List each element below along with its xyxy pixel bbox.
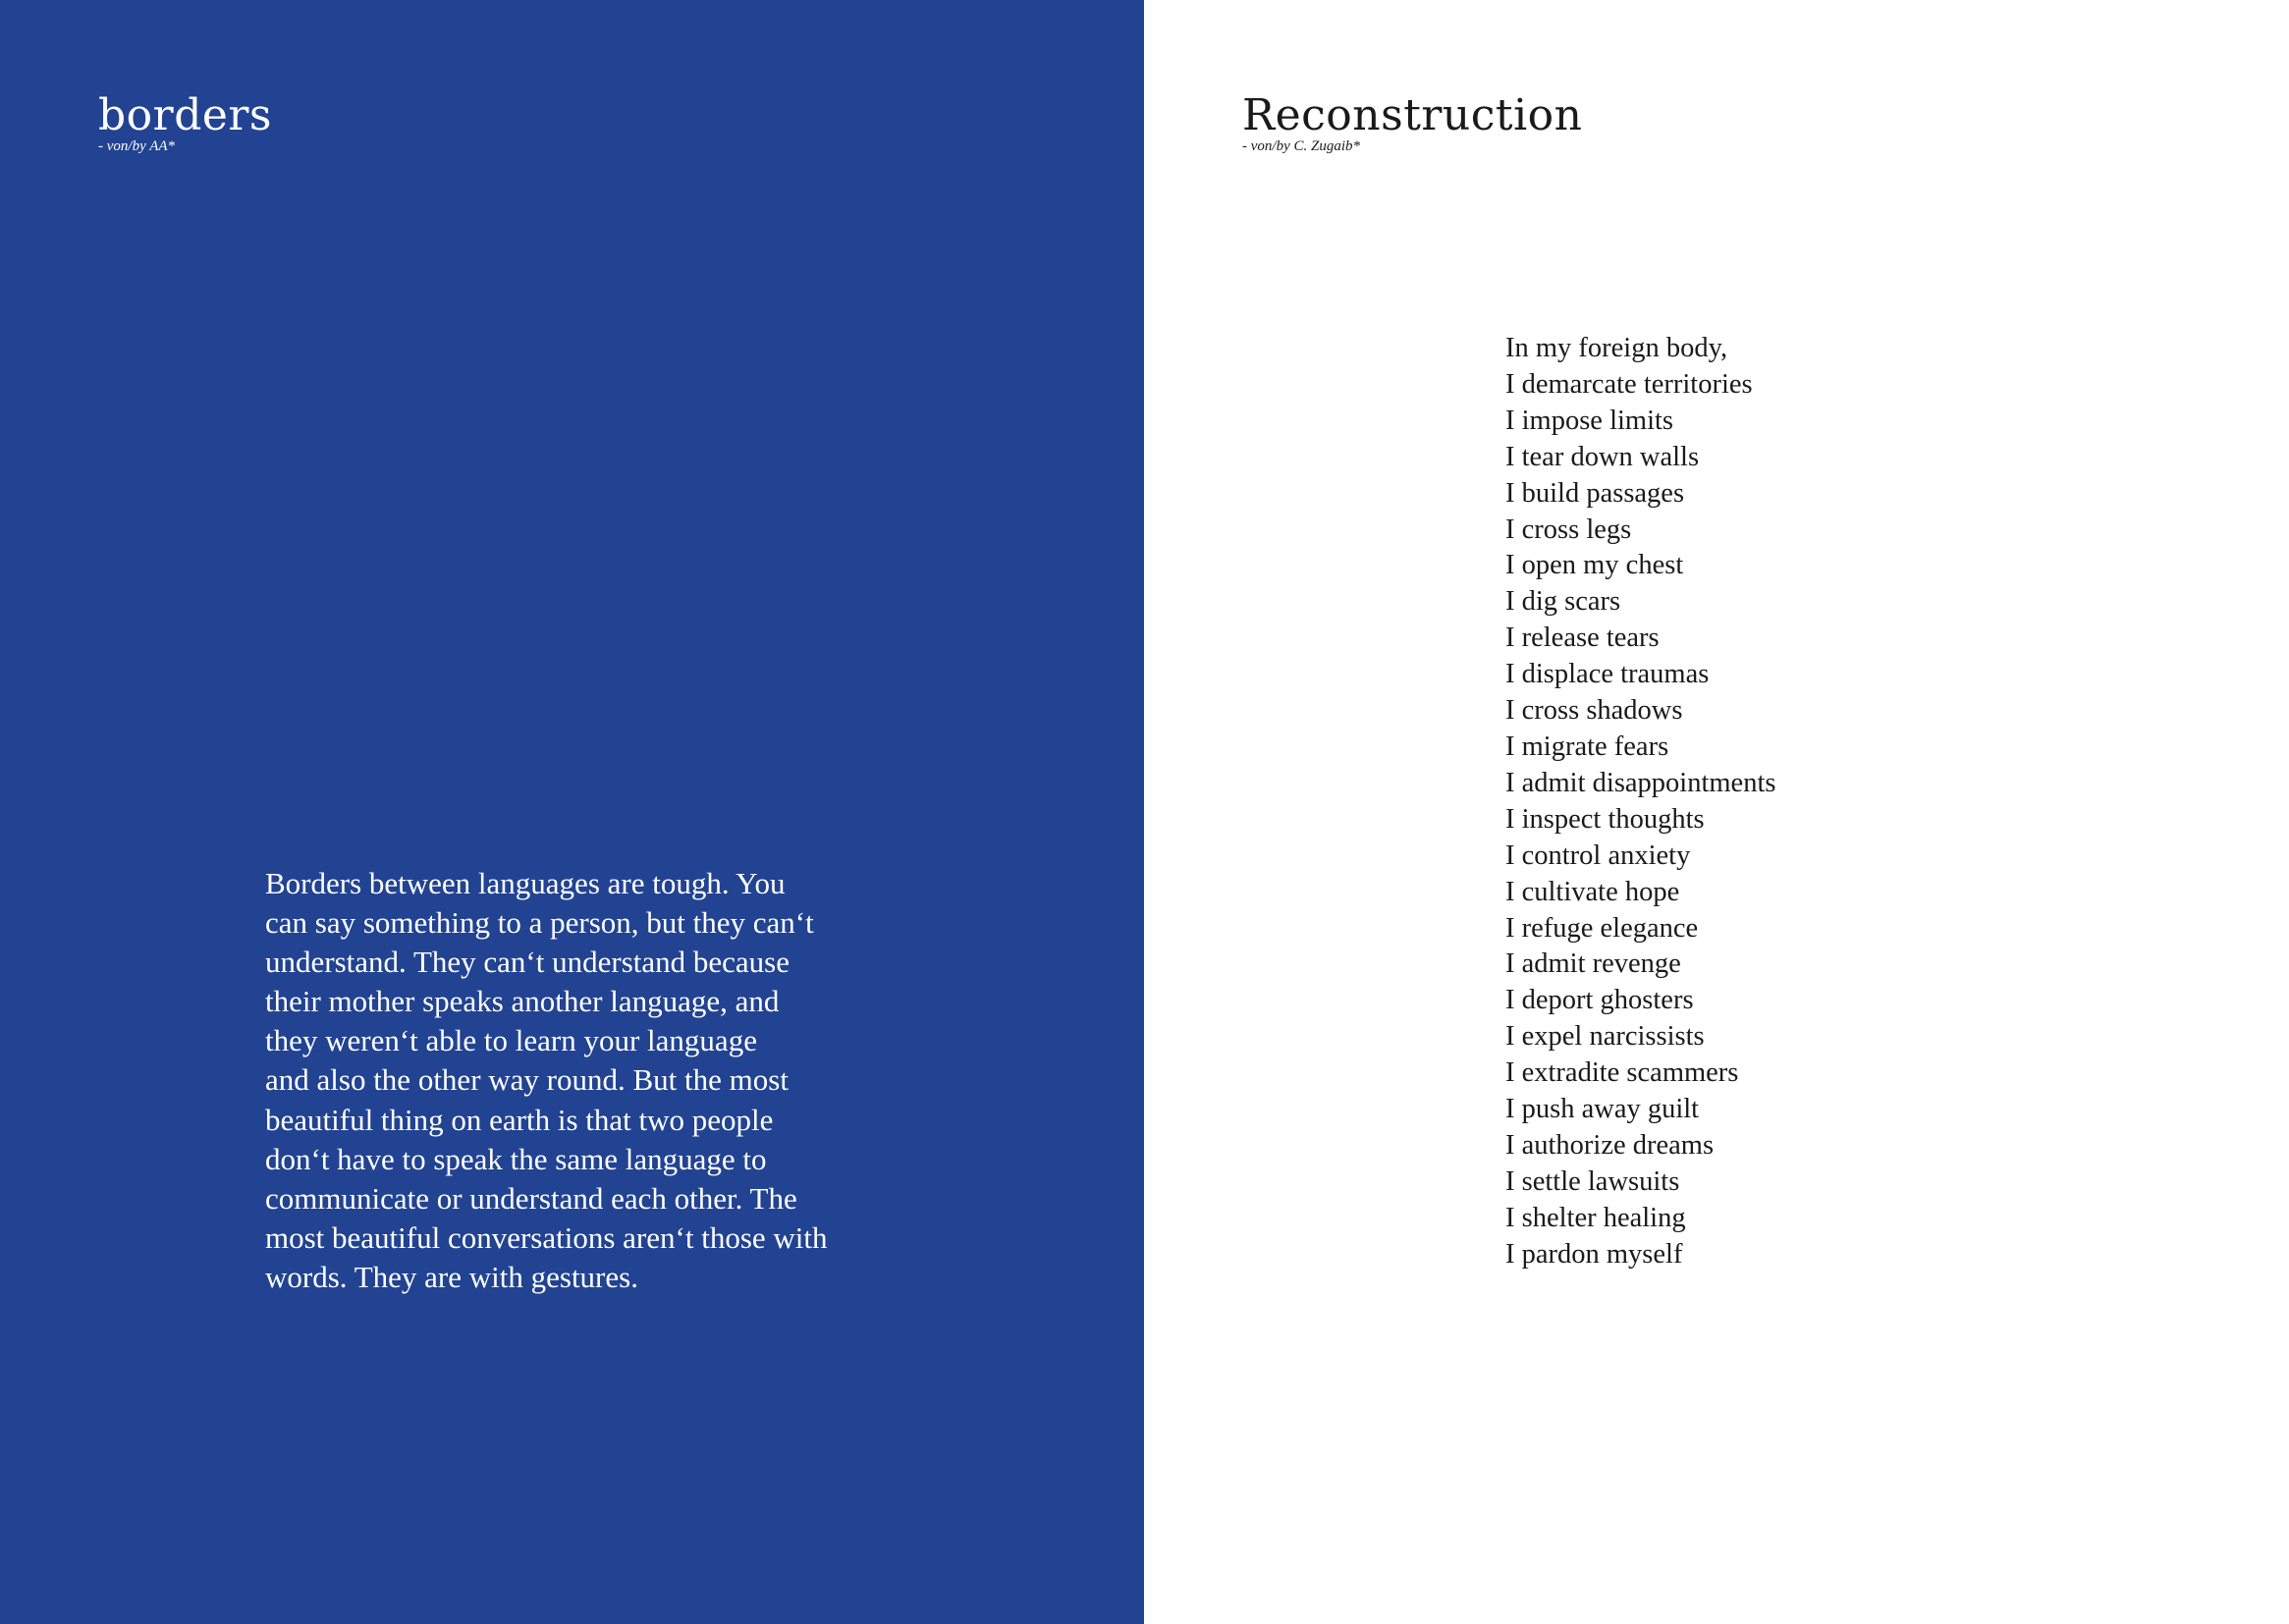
- poem-line: I inspect thoughts: [1505, 803, 1705, 835]
- poem-line: I deport ghosters: [1505, 985, 1694, 1016]
- prose-line: understand. They can‘t understand because: [265, 945, 790, 980]
- poem-line: I admit revenge: [1505, 948, 1681, 980]
- poem-line: I push away guilt: [1505, 1094, 1700, 1125]
- poem-line: I demarcate territories: [1505, 368, 1753, 400]
- prose-line: they weren‘t able to learn your language: [265, 1023, 757, 1058]
- poem-line: I cultivate hope: [1505, 876, 1680, 907]
- poem-line: I admit disappointments: [1505, 767, 1776, 798]
- left-page-byline: - von/by AA*: [98, 138, 176, 154]
- right-page-byline: - von/by C. Zugaib*: [1242, 138, 1360, 154]
- right-page-title: Reconstruction: [1242, 90, 1583, 140]
- prose-line: their mother speaks another language, and: [265, 984, 780, 1019]
- poem-line: I dig scars: [1505, 586, 1621, 618]
- poem-line: I settle lawsuits: [1505, 1165, 1680, 1197]
- poem: [1505, 331, 1775, 1273]
- left-page: [0, 0, 1144, 1624]
- prose-line: words. They are with gestures.: [265, 1259, 638, 1294]
- poem-line: I expel narcissists: [1505, 1021, 1705, 1053]
- prose-line: Borders between languages are tough. You: [265, 866, 786, 900]
- poem-line: I displace traumas: [1505, 659, 1710, 690]
- poem-line: In my foreign body,: [1505, 333, 1728, 363]
- poem-line: I open my chest: [1505, 550, 1684, 581]
- prose-line: can say something to a person, but they can‘t: [265, 905, 814, 941]
- poem-line: I impose limits: [1505, 405, 1673, 436]
- prose-line: communicate or understand each other. The: [265, 1180, 797, 1216]
- poem-line: I build passages: [1505, 477, 1685, 509]
- poem-line: I extradite scammers: [1505, 1057, 1739, 1089]
- prose-line: don‘t have to speak the same language to: [265, 1141, 767, 1176]
- right-page: [1144, 0, 2289, 1624]
- poem-line: I cross shadows: [1505, 695, 1683, 727]
- poem-line: I migrate fears: [1505, 731, 1669, 762]
- prose-paragraph: [265, 864, 903, 1297]
- poem-line: I shelter healing: [1505, 1202, 1686, 1233]
- poem-line: I refuge elegance: [1505, 912, 1699, 944]
- poem-line: I authorize dreams: [1505, 1129, 1715, 1161]
- poem-line: I cross legs: [1505, 514, 1632, 545]
- poem-line: I release tears: [1505, 623, 1660, 654]
- poem-line: I pardon myself: [1505, 1238, 1683, 1270]
- prose-line: and also the other way round. But the most: [265, 1062, 789, 1098]
- poem-line: I tear down walls: [1505, 441, 1700, 472]
- poem-line: I control anxiety: [1505, 839, 1691, 871]
- left-page-title: borders: [98, 90, 273, 140]
- prose-line: most beautiful conversations aren‘t those with: [265, 1219, 828, 1255]
- prose-line: beautiful thing on earth is that two people: [265, 1102, 774, 1137]
